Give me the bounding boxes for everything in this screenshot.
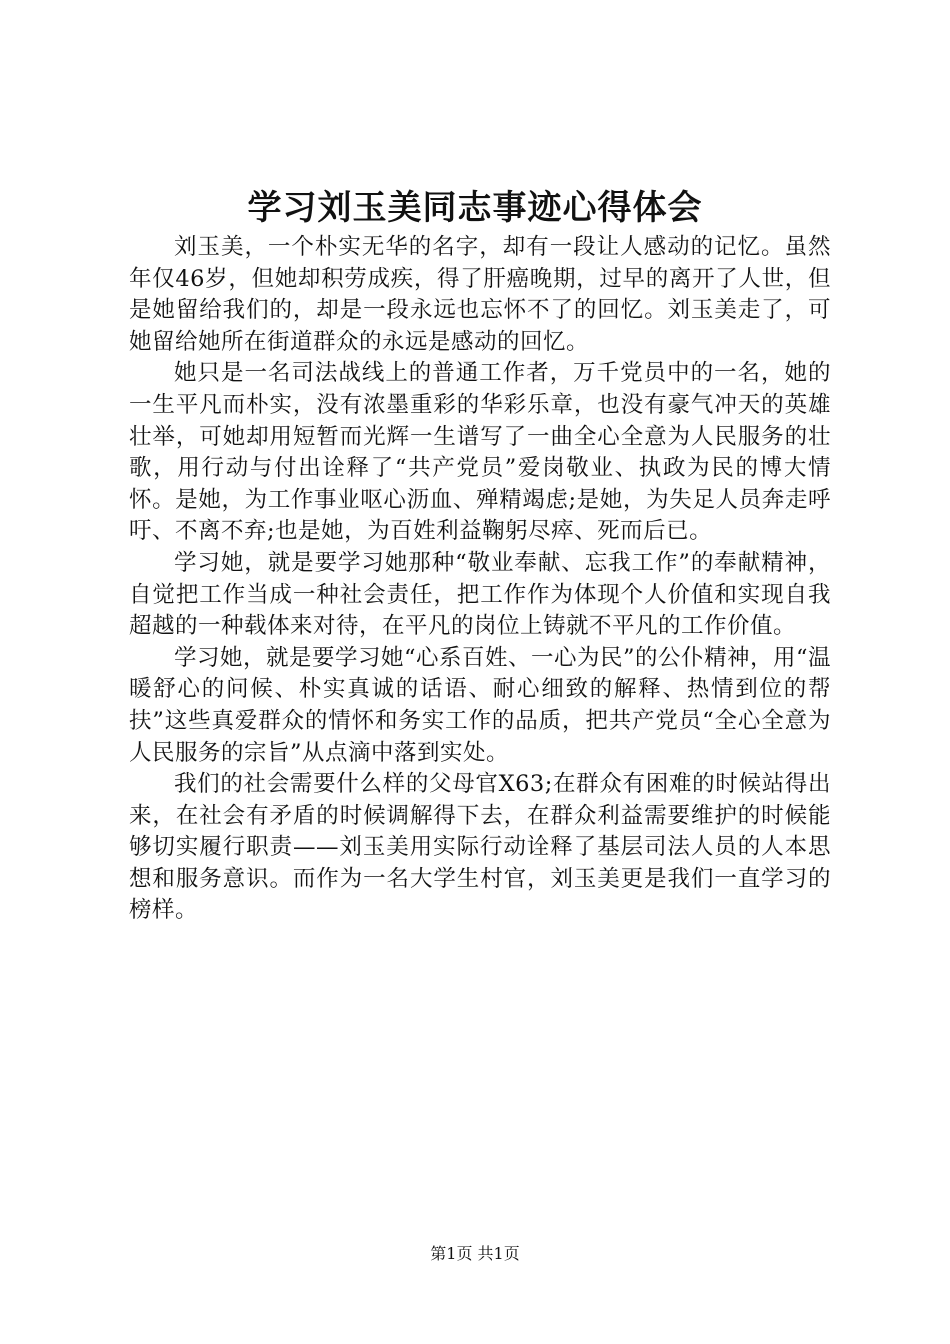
paragraph-1: 刘玉美，一个朴实无华的名字，却有一段让人感动的记忆。虽然年仅46岁，但她却积劳成疾，得了肝癌晚期，过早的离开了人世，但是她留给我们的，却是一段永远也忘怀不了的回忆。刘玉美走了，可她留给她所在街道群众的永远是感动的回忆。: [129, 234, 831, 355]
paragraph-5: 我们的社会需要什么样的父母官X63;在群众有困难的时候站得出来，在社会有矛盾的时候调解得下去，在群众利益需要维护的时候能够切实履行职责——刘玉美用实际行动诠释了基层司法人员的人本思想和服务意识。而作为一名大学生村官，刘玉美更是我们一直学习的榜样。: [129, 771, 831, 924]
paragraph-2: 她只是一名司法战线上的普通工作者，万千党员中的一名，她的一生平凡而朴实，没有浓墨重彩的华彩乐章，也没有豪气冲天的英雄壮举，可她却用短暂而光辉一生谱写了一曲全心全意为人民服务的壮歌，用行动与付出诠释了“共产党员”爱岗敬业、执政为民的博大情怀。是她，为工作事业呕心沥血、殚精竭虑;是她，为失足人员奔走呼吁、不离不弃;也是她，为百姓利益鞠躬尽瘁、死而后已。: [129, 360, 831, 545]
paragraph-4: 学习她，就是要学习她“心系百姓、一心为民”的公仆精神，用“温暖舒心的问候、朴实真诚的话语、耐心细致的解释、热情到位的帮扶”这些真爱群众的情怀和务实工作的品质，把共产党员“全心全意为人民服务的宗旨”从点滴中落到实处。: [129, 644, 832, 766]
page-title: 学习刘玉美同志事迹心得体会: [247, 188, 703, 228]
page-footer: 第1页 共1页: [430, 1244, 520, 1263]
document-body: [129, 232, 831, 927]
paragraph-3: 学习她，就是要学习她那种“敬业奉献、忘我工作”的奉献精神，自觉把工作当成一种社会责任，把工作作为体现个人价值和实现自我超越的一种载体来对待，在平凡的岗位上铸就不平凡的工作价值。: [129, 549, 831, 640]
